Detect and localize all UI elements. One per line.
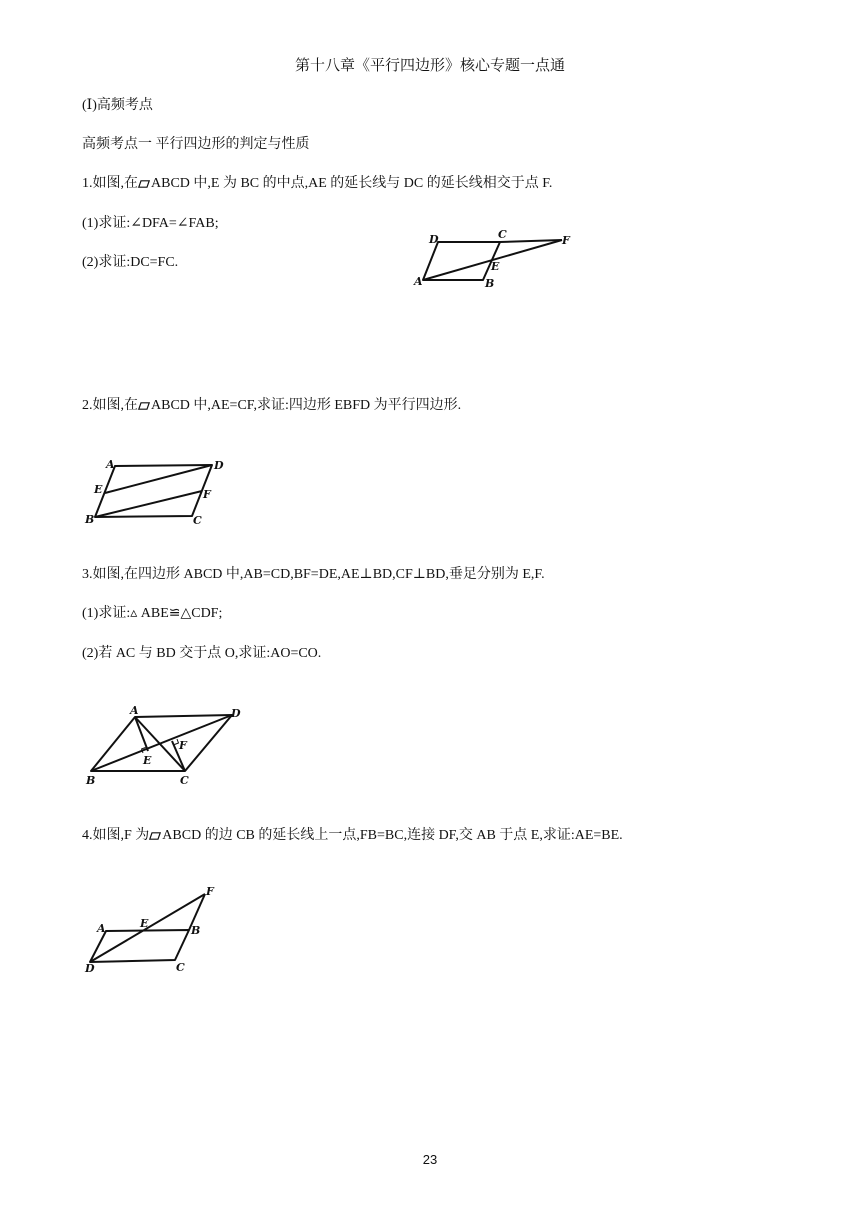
label-E: E xyxy=(94,483,103,496)
problem-4-figure xyxy=(82,880,232,980)
parallelogram-symbol-icon xyxy=(138,180,150,188)
label-D: D xyxy=(429,233,439,246)
label-C: C xyxy=(193,514,202,527)
page-title: 第十八章《平行四边形》核心专题一点通 xyxy=(294,58,565,74)
parallelogram-symbol-icon xyxy=(149,832,161,840)
label-F: F xyxy=(562,234,570,247)
problem-1-part-1: (1)求证:∠DFA=∠FAB; xyxy=(82,216,219,231)
label-B: B xyxy=(86,774,96,787)
problem-3-part-2: (2)若 AC 与 BD 交于点 O,求证:AO=CO. xyxy=(82,646,322,661)
label-F: F xyxy=(179,739,187,752)
problem-3-figure xyxy=(82,700,252,795)
label-D: D xyxy=(214,459,224,472)
perpendicular-ae xyxy=(135,717,148,751)
label-F: F xyxy=(203,488,211,501)
problem-3-stem: 3.如图,在四边形 ABCD 中,AB=CD,BF=DE,AE⊥BD,CF⊥BD,垂足分别为 E,F. xyxy=(82,567,545,582)
label-D: D xyxy=(231,707,241,720)
label-C: C xyxy=(176,961,185,974)
section-label: (Ⅰ)高频考点 xyxy=(82,98,153,113)
problem-1-stem-suffix: ABCD 中,E 为 BC 的中点,AE 的延长线与 DC 的延长线相交于点 F. xyxy=(151,176,553,191)
problem-3-part-1: (1)求证:▵ ABE≌△CDF; xyxy=(82,606,223,621)
label-A: A xyxy=(130,704,139,717)
segment-ed xyxy=(105,465,212,493)
label-A: A xyxy=(106,458,115,471)
label-B: B xyxy=(85,513,95,526)
label-F: F xyxy=(206,885,214,898)
label-B: B xyxy=(191,924,201,937)
label-C: C xyxy=(180,774,189,787)
segment-bf xyxy=(95,491,202,517)
label-E: E xyxy=(140,917,149,930)
problem-4-stem-prefix: 4.如图,F 为 xyxy=(82,828,150,843)
problem-1-stem-prefix: 1.如图,在 xyxy=(82,176,138,191)
problem-2-stem-prefix: 2.如图,在 xyxy=(82,398,138,413)
diagonal-bd xyxy=(91,715,232,771)
problem-4-stem xyxy=(82,827,623,845)
label-E: E xyxy=(143,754,152,767)
label-A: A xyxy=(414,275,423,288)
problem-2-stem-suffix: ABCD 中,AE=CF,求证:四边形 EBFD 为平行四边形. xyxy=(151,398,462,413)
label-D: D xyxy=(85,962,95,975)
problem-2-stem xyxy=(82,397,461,415)
label-B: B xyxy=(485,277,495,290)
problem-1-figure xyxy=(405,225,590,295)
page-number: 23 xyxy=(422,1152,438,1167)
problem-2-figure xyxy=(82,455,232,530)
parallelogram-symbol-icon xyxy=(138,402,150,410)
right-angle-mark-f xyxy=(175,739,179,745)
label-C: C xyxy=(498,228,507,241)
problem-1-stem xyxy=(82,175,552,193)
problem-1-part-2: (2)求证:DC=FC. xyxy=(82,255,179,270)
label-A: A xyxy=(97,922,106,935)
problem-4-stem-suffix: ABCD 的边 CB 的延长线上一点,FB=BC,连接 DF,交 AB 于点 E,求证:AE=BE. xyxy=(162,828,623,843)
label-E: E xyxy=(491,260,500,273)
topic-heading: 高频考点一 平行四边形的判定与性质 xyxy=(82,137,310,152)
